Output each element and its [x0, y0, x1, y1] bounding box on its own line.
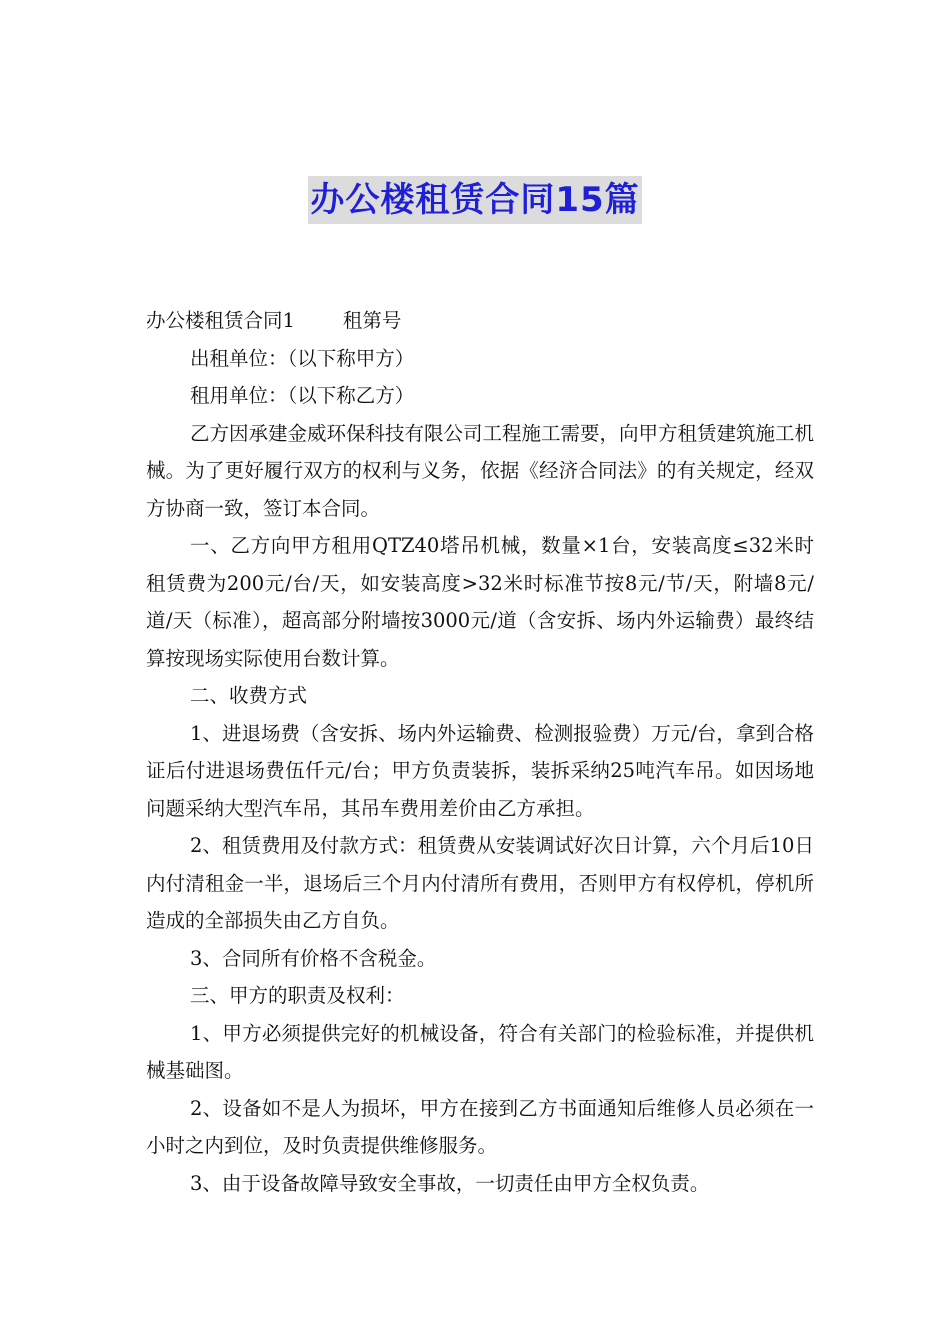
title-container — [0, 176, 950, 224]
paragraph-fee-1: 1、进退场费（含安拆、场内外运输费、检测报验费）万元/台，拿到合格证后付进退场费伍仟元/台；甲方负责装拆，装拆采纳25吨汽车吊。如因场地问题采纳大型汽车吊，其吊车费用差价由乙方承担。 — [146, 721, 814, 820]
section-heading-fees: 二、收费方式 — [190, 684, 308, 707]
contract-heading: 办公楼租赁合同1 — [146, 309, 295, 332]
contract-heading-line — [146, 302, 814, 340]
paragraph-lessee: 租用单位：（以下称乙方） — [190, 384, 415, 407]
document-title: 办公楼租赁合同15篇 — [308, 176, 641, 224]
paragraph-fee-2: 2、租赁费用及付款方式：租赁费从安装调试好次日计算，六个月后10日内付清租金一半，退场后三个月内付清所有费用，否则甲方有权停机，停机所造成的全部损失由乙方自负。 — [146, 834, 814, 932]
paragraph-lessor: 出租单位：（以下称甲方） — [190, 346, 415, 370]
paragraph-clause-1: 一、乙方向甲方租用QTZ40塔吊机械，数量×1台，安装高度≤32米时租赁费为200元/台/天，如安装高度>32米时标准节按8元/节/天，附墙8元/道/天（标准），超高部分附墙按3000元/道（含安拆、场内外运输费）最终结算按现场实际使用台数计算。 — [146, 534, 814, 670]
contract-number-label: 租第号 — [342, 309, 402, 332]
paragraph-fee-3: 3、合同所有价格不含税金。 — [190, 946, 437, 970]
paragraph-preamble: 乙方因承建金威环保科技有限公司工程施工需要，向甲方租赁建筑施工机械。为了更好履行双方的权利与义务，依据《经济合同法》的有关规定，经双方协商一致，签订本合同。 — [146, 421, 815, 520]
section-heading-lessor-duties: 三、甲方的职责及权利： — [190, 984, 405, 1007]
paragraph-duty-1: 1、甲方必须提供完好的机械设备，符合有关部门的检验标准，并提供机械基础图。 — [146, 1021, 814, 1082]
paragraph-duty-3: 3、由于设备故障导致安全事故，一切责任由甲方全权负责。 — [190, 1171, 710, 1195]
paragraph-duty-2: 2、设备如不是人为损坏，甲方在接到乙方书面通知后维修人员必须在一小时之内到位，及时负责提供维修服务。 — [146, 1096, 814, 1157]
document-body — [146, 302, 814, 1202]
